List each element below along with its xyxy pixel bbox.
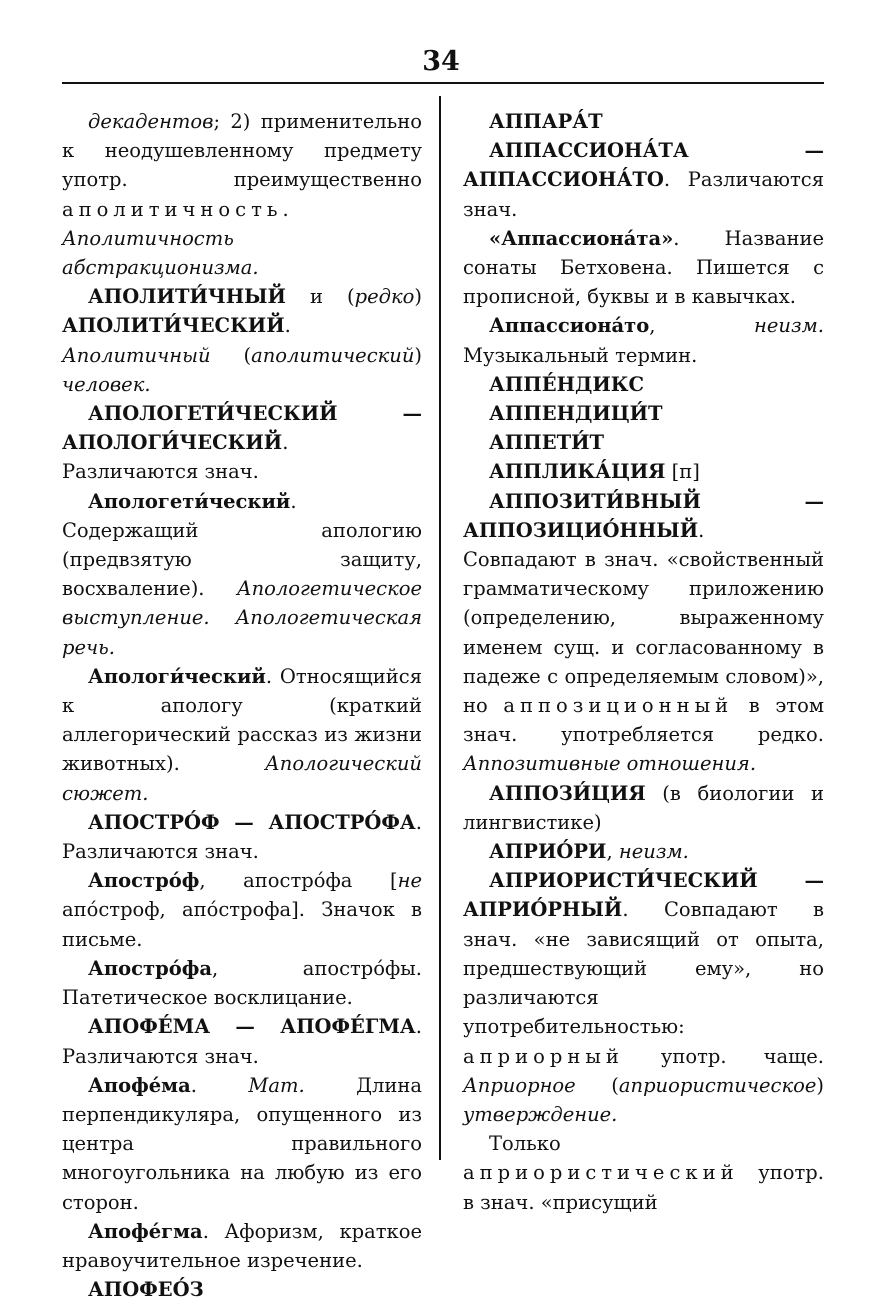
entry-text: Апофе́гма — [88, 1219, 203, 1243]
entry-text: ) — [414, 285, 422, 309]
dictionary-entry — [62, 866, 422, 954]
entry-text: в этом знач. употребляется редко. — [463, 694, 825, 747]
entry-text: Аппассиона́то — [489, 314, 650, 338]
entry-text: аппозиционный — [503, 694, 734, 718]
entry-text: АПОФЕО́З — [88, 1278, 204, 1302]
entry-text: ( — [575, 1073, 619, 1097]
entry-text: употр. чаще. — [623, 1044, 824, 1068]
entry-text: . — [190, 1073, 249, 1097]
entry-text: и ( — [285, 285, 355, 309]
page-number: 34 — [422, 46, 460, 77]
entry-text: АПОЛИТИ́ЧЕСКИЙ — [62, 314, 285, 338]
entry-text: не — [397, 869, 422, 893]
dictionary-entry — [62, 1012, 422, 1070]
dictionary-entry — [62, 487, 422, 662]
dictionary-entry — [463, 107, 824, 136]
entry-text: Апологети́ческий — [88, 489, 291, 513]
dictionary-entry — [463, 779, 824, 837]
entry-text: Мат. — [248, 1073, 305, 1097]
entry-text: ( — [210, 343, 252, 367]
entry-text: . Различаются знач. — [62, 431, 289, 484]
entry-text: АППАРА́Т — [489, 110, 603, 133]
entry-text: . — [282, 197, 289, 221]
dictionary-entry — [62, 808, 422, 866]
dictionary-entry — [62, 662, 422, 808]
entry-text: , — [649, 314, 755, 338]
entry-text: Апофе́ма — [88, 1073, 191, 1097]
entry-text: АППЛИКА́ЦИЯ — [489, 460, 666, 484]
entry-text: , апостро́фы. Патетическое восклицание. — [62, 956, 422, 1010]
entry-text: . Различаются знач. — [463, 168, 824, 221]
entry-text: АППЕНДИЦИ́Т — [489, 402, 663, 426]
dictionary-entry — [62, 399, 422, 487]
entry-text: Аппозитивные отношения. — [463, 752, 757, 776]
entry-text: «Аппассиона́та» — [489, 226, 674, 250]
entry-text: неизм. — [618, 840, 689, 864]
dictionary-entry — [463, 487, 824, 779]
entry-text: АПРИО́РИ — [489, 840, 607, 864]
entry-text: Музыкальный термин. — [463, 343, 698, 367]
right-column — [463, 107, 824, 1217]
entry-text: АППАССИОНА́ТА — АППАССИОНА́ТО — [463, 139, 824, 192]
dictionary-entry — [62, 1275, 422, 1304]
entry-text: ) — [414, 343, 422, 367]
entry-text: Аполитичный — [62, 343, 211, 367]
entry-text: . Совпадают в знач. «не зависящий от опыта, предшествующий ему», но различаются употребительностью: — [463, 898, 824, 1039]
entry-text: АППЕТИ́Т — [489, 431, 605, 455]
column-divider — [439, 96, 441, 1160]
entry-text: [п] — [665, 460, 700, 484]
entry-text: Только — [489, 1132, 561, 1156]
entry-text: АПОФЕ́МА — АПОФЕ́ГМА — [88, 1015, 416, 1039]
entry-text: , — [606, 840, 619, 864]
dictionary-entry — [463, 311, 824, 369]
entry-text: априорный — [463, 1044, 624, 1068]
dictionary-entry — [62, 107, 422, 282]
entry-text: априористическое — [618, 1073, 817, 1097]
entry-text: АПРИОРИСТИ́ЧЕСКИЙ — АПРИО́РНЫЙ — [463, 869, 824, 922]
entry-text: . Совпадают в знач. «свойственный грамматическому приложению (определению, выраженному именем сущ. и согласованному в падеже с определяемым словом)», но — [463, 518, 824, 718]
entry-text: (в биологии и лингвистике) — [463, 781, 824, 834]
entry-text: . Афоризм, краткое нравоучительное изречение. — [62, 1219, 422, 1272]
dictionary-entry — [463, 399, 824, 428]
entry-text: АПОСТРО́Ф — АПОСТРО́ФА — [88, 810, 416, 834]
entry-text: человек. — [62, 372, 151, 396]
dictionary-entry — [463, 837, 824, 866]
entry-text: редко — [354, 285, 415, 309]
dictionary-entry — [463, 1129, 824, 1217]
entry-text: аполитичность — [62, 197, 283, 221]
entry-text: . Различаются знач. — [62, 810, 422, 864]
entry-text: Апологи́ческий — [88, 664, 266, 688]
entry-text: АППОЗИТИ́ВНЫЙ — АППОЗИЦИО́ННЫЙ — [463, 489, 824, 542]
entry-text: утверждение. — [463, 1102, 618, 1126]
entry-text: Априорное — [463, 1073, 576, 1097]
entry-text: Апостро́фа — [88, 956, 212, 980]
entry-text: , апостро́фа [ — [199, 869, 398, 893]
entry-text: Апологетическое выступление. Апологетическая речь. — [62, 577, 422, 659]
entry-text: Аполитичность абстракционизма. — [62, 226, 259, 280]
entry-text: Апостро́ф — [88, 869, 200, 893]
header-rule — [62, 82, 824, 84]
entry-text: . Относящийся к апологу (краткий аллегорический рассказ из жизни животных). — [62, 664, 422, 776]
dictionary-entry — [62, 1071, 422, 1217]
entry-text: . Различаются знач. — [62, 1015, 422, 1068]
entry-text: Апологический сюжет. — [62, 752, 422, 805]
entry-text: априористический — [463, 1161, 739, 1185]
entry-text: . Содержащий апологию (предвзятую защиту, восхваление). — [62, 489, 422, 601]
entry-text: аполитический — [251, 343, 415, 367]
dictionary-entry — [62, 954, 422, 1012]
entry-text: . — [284, 314, 291, 338]
dictionary-entry — [463, 136, 824, 224]
entry-text: . Название сонаты Бетховена. Пишется с прописной, буквы и в кавычках. — [463, 226, 824, 309]
dictionary-entry — [463, 457, 824, 486]
entry-text: употр. в знач. «присущий — [463, 1161, 824, 1214]
dictionary-entry — [463, 370, 824, 399]
entry-text: апо́строф, апо́строфа]. Значок в письме. — [62, 898, 422, 951]
entry-text: ) — [816, 1073, 824, 1097]
entry-text: ; 2) применительно к неодушевленному предмету употр. преимущественно — [62, 110, 422, 192]
dictionary-entry — [463, 428, 824, 457]
entry-text: Длина перпендикуляра, опущенного из центра правильного многоугольника на любую из его сторон. — [62, 1073, 422, 1214]
left-column — [62, 107, 422, 1304]
entry-text: АПОЛИТИ́ЧНЫЙ — [88, 285, 286, 309]
dictionary-entry — [62, 282, 422, 399]
entry-text: декадентов — [88, 110, 214, 133]
entry-text: АППОЗИ́ЦИЯ — [489, 781, 646, 805]
dictionary-entry — [463, 866, 824, 1129]
entry-text: АПОЛОГЕТИ́ЧЕСКИЙ — АПОЛОГИ́ЧЕСКИЙ — [62, 402, 422, 455]
entry-text: АППЕ́НДИКС — [489, 372, 645, 396]
dictionary-entry — [463, 224, 824, 312]
entry-text: неизм. — [754, 314, 824, 338]
dictionary-entry — [62, 1217, 422, 1275]
